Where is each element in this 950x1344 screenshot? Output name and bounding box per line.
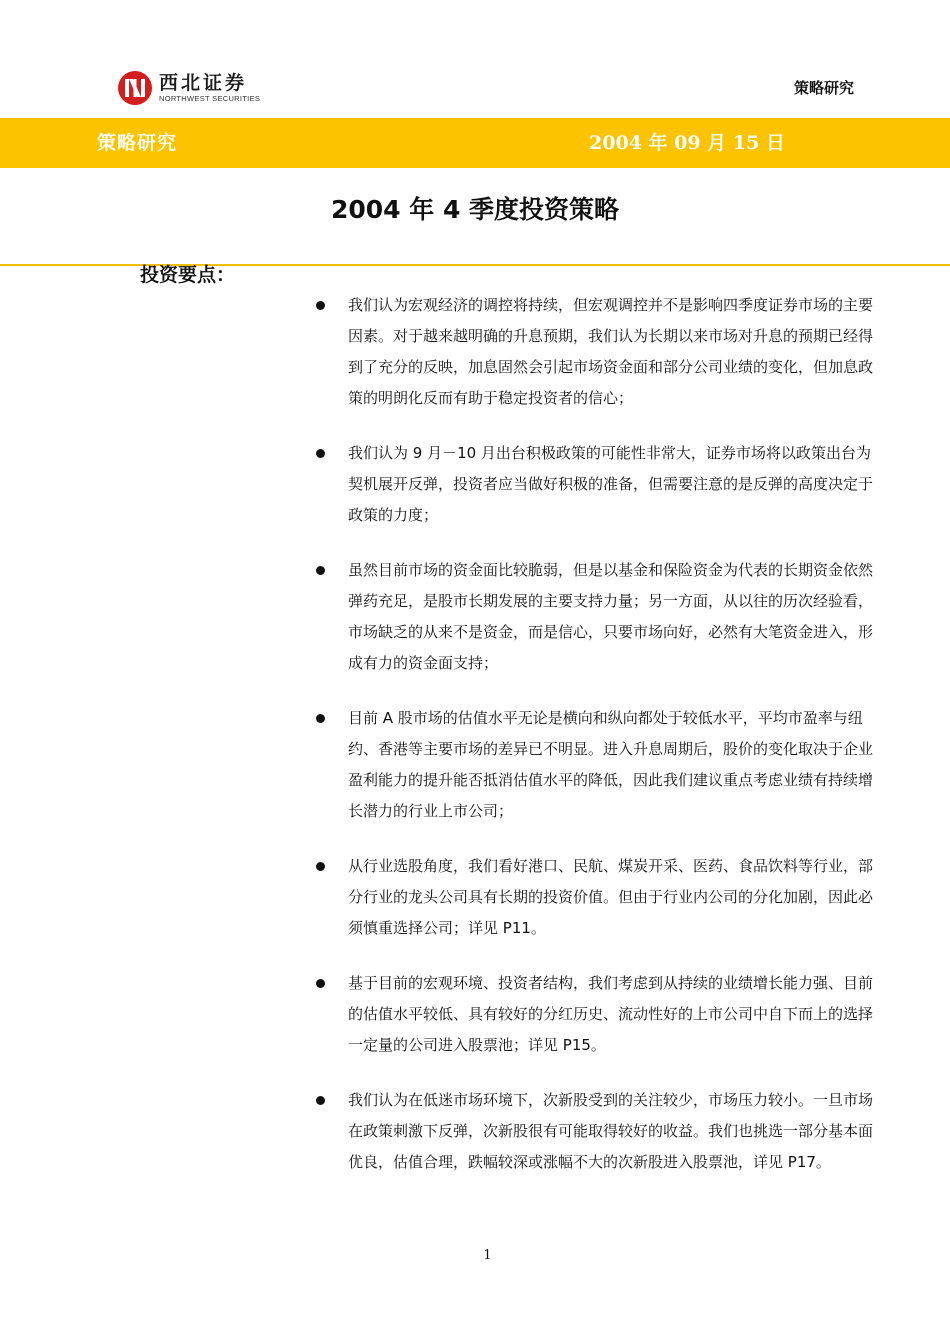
list-item bbox=[316, 968, 876, 1061]
band-category: 策略研究 bbox=[97, 132, 178, 154]
point-text: 从行业选股角度，我们看好港口、民航、煤炭开采、医药、食品饮料等行业，部分行业的龙头公司具有长期的投资价值。但由于行业内公司的分化加剧，因此必须慎重选择公司；详见 P11。 bbox=[348, 857, 874, 937]
section-label: 策略研究 bbox=[793, 79, 854, 97]
point-text: 虽然目前市场的资金面比较脆弱，但是以基金和保险资金为代表的长期资金依然弹药充足，是股市长期发展的主要支持力量；另一方面，从以往的历次经验看，市场缺乏的从来不是资金，而是信心，只要市场向好，必然有大笔资金进入，形成有力的资金面支持； bbox=[348, 561, 874, 672]
list-item bbox=[316, 1085, 876, 1178]
point-text: 目前 A 股市场的估值水平无论是横向和纵向都处于较低水平，平均市盈率与纽约、香港等主要市场的差异已不明显。进入升息周期后，股价的变化取决于企业盈利能力的提升能否抵消估值水平的降低，因此我们建议重点考虑业绩有持续增长潜力的行业上市公司； bbox=[348, 709, 874, 820]
bullet-icon bbox=[316, 862, 325, 871]
brand-name-en: NORTHWEST SECURITIES bbox=[159, 94, 261, 103]
key-points-heading: 投资要点： bbox=[140, 264, 236, 286]
list-item bbox=[316, 555, 876, 679]
report-title: 2004 年 4 季度投资策略 bbox=[330, 195, 620, 224]
nw-securities-logo-icon bbox=[117, 70, 153, 106]
brand-name-cn: 西北证券 bbox=[159, 72, 248, 94]
bullet-icon bbox=[316, 301, 325, 310]
page-number: 1 bbox=[483, 1248, 492, 1263]
list-item bbox=[316, 290, 876, 414]
header-band bbox=[0, 118, 950, 168]
list-item bbox=[316, 703, 876, 827]
bullet-icon bbox=[316, 714, 325, 723]
report-date: 2004 年 09 月 15 日 bbox=[589, 132, 785, 154]
list-item bbox=[316, 438, 876, 531]
point-text: 基于目前的宏观环境、投资者结构，我们考虑到从持续的业绩增长能力强、目前的估值水平较低、具有较好的分红历史、流动性好的上市公司中自下而上的选择一定量的公司进入股票池；详见 P15。 bbox=[348, 974, 874, 1054]
point-text: 我们认为宏观经济的调控将持续，但宏观调控并不是影响四季度证券市场的主要因素。对于越来越明确的升息预期，我们认为长期以来市场对升息的预期已经得到了充分的反映，加息固然会引起市场资金面和部分公司业绩的变化，但加息政策的明朗化反而有助于稳定投资者的信心； bbox=[348, 296, 874, 407]
bullet-icon bbox=[316, 979, 325, 988]
bullet-icon bbox=[316, 1096, 325, 1105]
key-points-list bbox=[316, 290, 876, 1202]
point-text: 我们认为在低迷市场环境下，次新股受到的关注较少，市场压力较小。一旦市场在政策刺激下反弹，次新股很有可能取得较好的收益。我们也挑选一部分基本面优良，估值合理，跌幅较深或涨幅不大的次新股进入股票池，详见 P17。 bbox=[348, 1091, 874, 1171]
point-text: 我们认为 9 月－10 月出台积极政策的可能性非常大，证券市场将以政策出台为契机展开反弹，投资者应当做好积极的准备，但需要注意的是反弹的高度决定于政策的力度； bbox=[348, 444, 874, 524]
bullet-icon bbox=[316, 449, 325, 458]
list-item bbox=[316, 851, 876, 944]
bullet-icon bbox=[316, 566, 325, 575]
